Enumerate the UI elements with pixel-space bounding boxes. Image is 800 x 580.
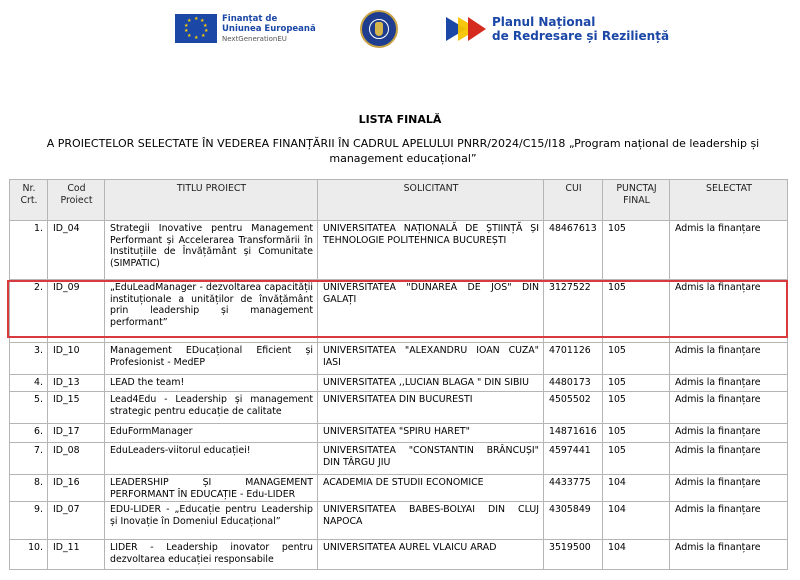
header-solicitant: SOLICITANT — [318, 180, 544, 221]
cell-cod: ID_11 — [48, 540, 105, 570]
cell-punctaj: 104 — [603, 502, 670, 540]
cell-titlu: EduLeaders-viitorul educației! — [105, 443, 318, 475]
cell-punctaj: 105 — [603, 375, 670, 392]
header-cui: CUI — [544, 180, 603, 221]
cell-cod: ID_08 — [48, 443, 105, 475]
header-nr: Nr. Crt. — [10, 180, 48, 221]
cell-nr: 9. — [10, 502, 48, 540]
cell-solicitant: UNIVERSITATEA "ALEXANDRU IOAN CUZA" IASI — [318, 343, 544, 375]
eu-logo-line2: Uniunea Europeană — [222, 24, 316, 34]
cell-cod: ID_10 — [48, 343, 105, 375]
cell-selectat: Admis la finanțare — [670, 221, 788, 280]
cell-cod: ID_17 — [48, 424, 105, 443]
cell-nr: 7. — [10, 443, 48, 475]
cell-selectat: Admis la finanțare — [670, 540, 788, 570]
cell-solicitant: ACADEMIA DE STUDII ECONOMICE — [318, 475, 544, 502]
cell-titlu: Strategii Inovative pentru Management Performant și Accelerarea Transformării în Instituțiile de Învățământ și Comunitate (SIMPATIC) — [105, 221, 318, 280]
cell-solicitant: UNIVERSITATEA BABES-BOLYAI DIN CLUJ NAPOCA — [318, 502, 544, 540]
cell-punctaj: 105 — [603, 424, 670, 443]
projects-table — [9, 179, 788, 570]
cell-cui: 3519500 — [544, 540, 603, 570]
cell-nr: 5. — [10, 392, 48, 424]
cell-cod: ID_16 — [48, 475, 105, 502]
cell-cui: 48467613 — [544, 221, 603, 280]
cell-titlu: „EduLeadManager - dezvoltarea capacității instituționale a unităților de învățământ prin leadership și management performant” — [105, 280, 318, 343]
document-title: LISTA FINALĂ — [358, 113, 442, 126]
table-row — [10, 502, 788, 540]
table-row — [10, 424, 788, 443]
cell-titlu: Management EDucațional Eficient și Profesionist - MedEP — [105, 343, 318, 375]
header-logos — [0, 10, 800, 52]
cell-selectat: Admis la finanțare — [670, 343, 788, 375]
cell-punctaj: 104 — [603, 475, 670, 502]
cell-titlu: EDU-LIDER - „Educație pentru Leadership și Inovație în Domeniul Educațional” — [105, 502, 318, 540]
cell-solicitant: UNIVERSITATEA NAȚIONALĂ DE ȘTIINȚĂ ȘI TEHNOLOGIE POLITEHNICA BUCUREȘTI — [318, 221, 544, 280]
table-row — [10, 280, 788, 343]
cell-titlu: LEADERSHIP ȘI MANAGEMENT PERFORMANT ÎN EDUCAȚIE - Edu-LIDER — [105, 475, 318, 502]
cell-cui: 4597441 — [544, 443, 603, 475]
table-row — [10, 375, 788, 392]
pnrr-logo-line2: de Redresare și Reziliență — [492, 29, 670, 43]
cell-selectat: Admis la finanțare — [670, 424, 788, 443]
pnrr-arrow-icon — [446, 15, 486, 43]
cell-solicitant: UNIVERSITATEA AUREL VLAICU ARAD — [318, 540, 544, 570]
cell-nr: 10. — [10, 540, 48, 570]
table-row — [10, 343, 788, 375]
cell-nr: 2. — [10, 280, 48, 343]
cell-selectat: Admis la finanțare — [670, 502, 788, 540]
cell-cod: ID_09 — [48, 280, 105, 343]
eu-logo-line3: NextGenerationEU — [222, 35, 287, 43]
cell-titlu: LIDER - Leadership inovator pentru dezvoltarea educației responsabile — [105, 540, 318, 570]
cell-cui: 4505502 — [544, 392, 603, 424]
table-row — [10, 443, 788, 475]
header-punctaj: PUNCTAJ FINAL — [603, 180, 670, 221]
cell-nr: 3. — [10, 343, 48, 375]
cell-solicitant: UNIVERSITATEA ,,LUCIAN BLAGA " DIN SIBIU — [318, 375, 544, 392]
table-row — [10, 540, 788, 570]
cell-solicitant: UNIVERSITATEA DIN BUCURESTI — [318, 392, 544, 424]
cell-punctaj: 105 — [603, 221, 670, 280]
header-cod: Cod Proiect — [48, 180, 105, 221]
cell-cui: 3127522 — [544, 280, 603, 343]
cell-nr: 6. — [10, 424, 48, 443]
header-selectat: SELECTAT — [670, 180, 788, 221]
eu-flag-icon: ★ ★ ★ ★ ★ ★ ★ ★ ★ ★ — [175, 14, 217, 43]
table-row — [10, 392, 788, 424]
cell-selectat: Admis la finanțare — [670, 375, 788, 392]
cell-titlu: EduFormManager — [105, 424, 318, 443]
cell-punctaj: 105 — [603, 343, 670, 375]
cell-selectat: Admis la finanțare — [670, 280, 788, 343]
cell-solicitant: UNIVERSITATEA "CONSTANTIN BRÂNCUȘI" DIN TÂRGU JIU — [318, 443, 544, 475]
table-row — [10, 221, 788, 280]
table-header-row — [10, 180, 788, 221]
cell-punctaj: 105 — [603, 443, 670, 475]
cell-cod: ID_15 — [48, 392, 105, 424]
eu-funding-logo — [175, 14, 316, 44]
pnrr-logo — [446, 15, 669, 43]
cell-selectat: Admis la finanțare — [670, 443, 788, 475]
cell-punctaj: 104 — [603, 540, 670, 570]
cell-solicitant: UNIVERSITATEA "DUNAREA DE JOS" DIN GALAȚI — [318, 280, 544, 343]
cell-punctaj: 105 — [603, 392, 670, 424]
cell-cod: ID_07 — [48, 502, 105, 540]
cell-solicitant: UNIVERSITATEA "SPIRU HARET" — [318, 424, 544, 443]
cell-nr: 8. — [10, 475, 48, 502]
cell-selectat: Admis la finanțare — [670, 392, 788, 424]
header-titlu: TITLU PROIECT — [105, 180, 318, 221]
cell-selectat: Admis la finanțare — [670, 475, 788, 502]
cell-nr: 1. — [10, 221, 48, 280]
cell-cui: 4433775 — [544, 475, 603, 502]
cell-cui: 4305849 — [544, 502, 603, 540]
romanian-government-seal-icon — [360, 10, 398, 48]
cell-cui: 4480173 — [544, 375, 603, 392]
eu-logo-line1: Finanțat de — [222, 14, 278, 24]
cell-titlu: LEAD the team! — [105, 375, 318, 392]
cell-nr: 4. — [10, 375, 48, 392]
cell-titlu: Lead4Edu - Leadership și management strategic pentru educație de calitate — [105, 392, 318, 424]
cell-cui: 4701126 — [544, 343, 603, 375]
cell-cui: 14871616 — [544, 424, 603, 443]
table-row — [10, 475, 788, 502]
cell-cod: ID_13 — [48, 375, 105, 392]
document-subtitle: A PROIECTELOR SELECTATE ÎN VEDEREA FINANȚĂRII ÎN CADRUL APELULUI PNRR/2024/C15/I18 „Program național de leadership și management educațional” — [46, 137, 760, 165]
cell-cod: ID_04 — [48, 221, 105, 280]
cell-punctaj: 105 — [603, 280, 670, 343]
pnrr-logo-line1: Planul Național — [492, 15, 596, 29]
